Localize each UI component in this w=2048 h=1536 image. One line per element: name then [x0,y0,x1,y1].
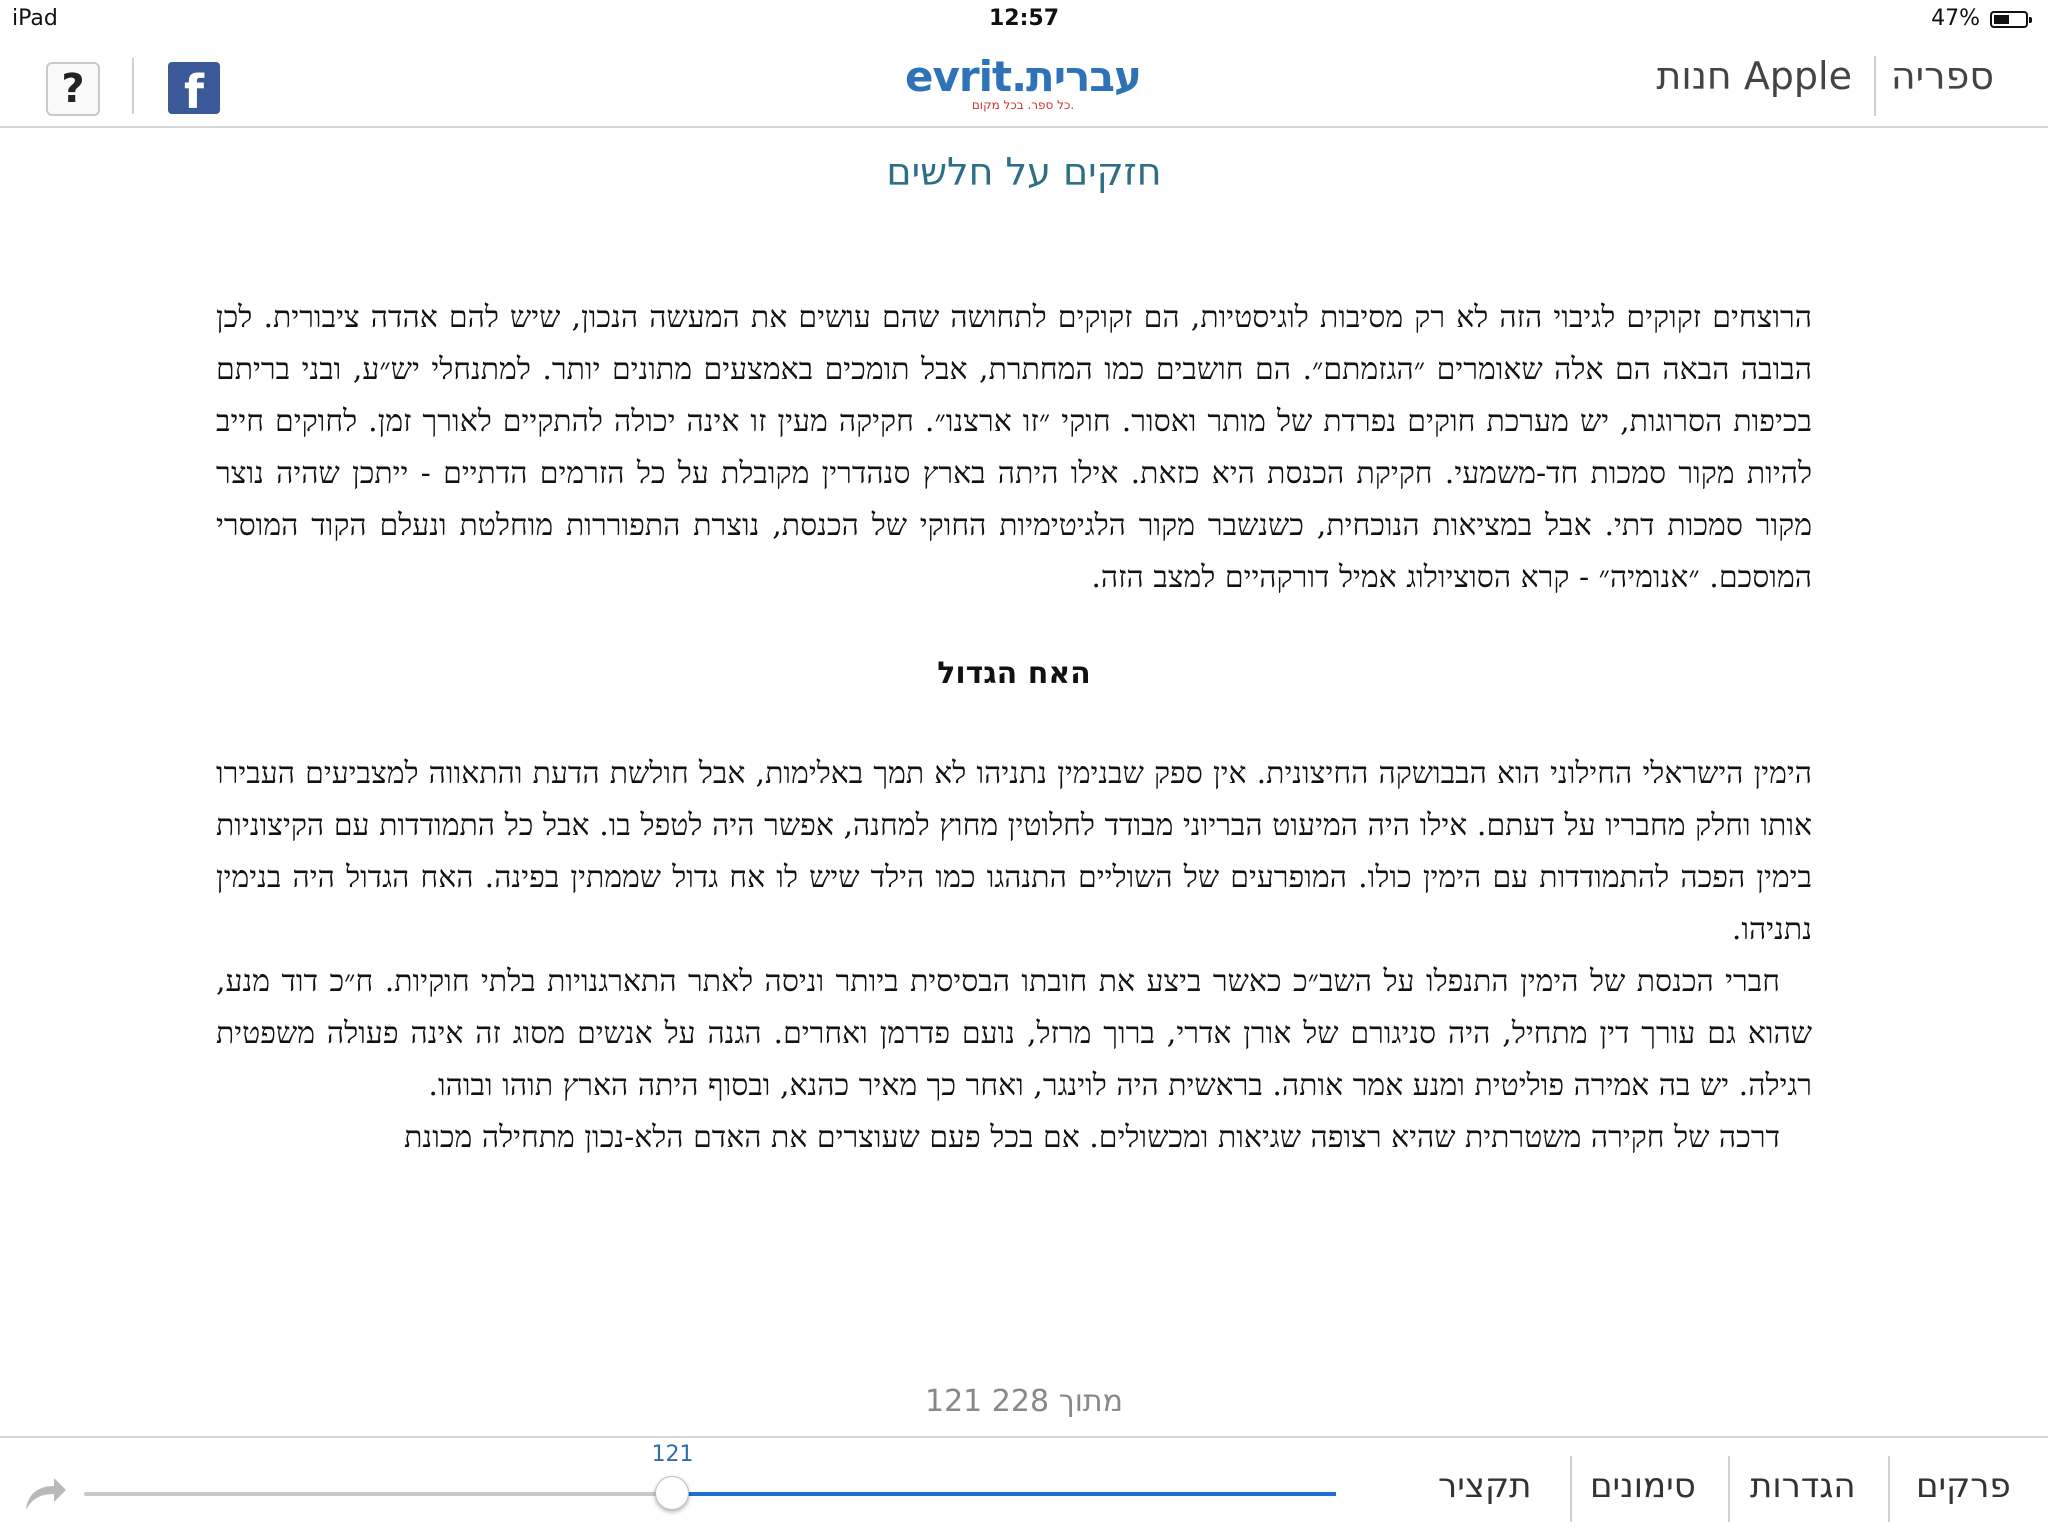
paragraph: דרכה של חקירה משטרתית שהיא רצופה שגיאות ומכשולים. אם בכל פעם שעוצרים את האדם הלא-נכון מתחילה מכונת [404,1120,1780,1155]
top-bar [0,40,2048,128]
chapter-title: חזקים על חלשים [886,150,1162,194]
logo-tagline: כל ספר. בכל מקום. [971,98,1075,112]
bottom-bar [0,1436,2048,1536]
battery-icon [1990,11,2028,28]
settings-button[interactable]: הגדרות [1750,1466,1856,1506]
help-button[interactable]: ? [46,62,100,116]
paragraph: חברי הכנסת של הימין התנפלו על השב״כ כאשר ביצע את חובתו הבסיסית ביותר וניסה לאתר התארגנויות בלתי חוקיות. ח״כ דוד מנע, שהוא גם עורך דין מתחיל, היה סניגורם של אורן אדרי, ברוך מרזל, נועם פדרמן ואחרים. הגנה על אנשים מסוג זה אינה פעולה משפטית רגילה. יש בה אמירה פוליטית ומנע אמר אותה. בראשית היה לוינגר, ואחר כך מאיר כהנא, ובסוף היתה הארץ תוהו ובוהו. [216,964,1812,1103]
clock: 12:57 [988,6,1060,31]
facebook-button[interactable]: f [168,62,220,114]
section-heading: האח הגדול [937,656,1091,691]
battery-percent: 47% [1931,6,1980,31]
page-slider-progress [672,1492,1336,1496]
library-button[interactable]: ספריה [1890,54,1994,98]
status-bar [0,0,2048,40]
summary-button[interactable]: תקציר [1438,1466,1532,1506]
paragraph: הרוצחים זקוקים לגיבוי הזה לא רק מסיבות לוגיסטיות, הם זקוקים לתחושה שהם עושים את המעשה הנכון, שיש להם אהדה ציבורית. לכן הבובה הבאה הם אלה שאומרים ״הגזמתם״. הם חושבים כמו המחתרת, אבל תומכים באמצעים מתונים יותר. למתנחלי יש״ע, ובני בריתם בכיפות הסרוגות, יש מערכת חוקים נפרדת של מותר ואסור. חוקי ״זו ארצנו״. חקיקה מעין זו אינה יכולה להתקיים לאורך זמן. לחוקים חייב להיות מקור סמכות חד-משמעי. חקיקת הכנסת היא כזאת. אילו היתה בארץ סנהדרין מקובלת על כל הזרמים הדתיים - ייתכן שהיה נוצר מקור סמכות דתי. אבל במציאות הנוכחית, כשנשבר מקור הלגיטימיות החוקי של הכנסת, נוצרת התפוררות מוחלטת ונעלם הקוד המוסרי המוסכם. ״אנומיה״ - קרא הסוציולוג אמיל דורקהיים למצב הזה. [216,300,1812,595]
evrit-logo[interactable] [898,54,1148,120]
page-indicator: 121 מתוך 228 [925,1384,1123,1419]
toolbar-divider [1570,1456,1572,1522]
reading-area [216,292,1812,1164]
toolbar-divider [1874,56,1876,116]
device-name: iPad [12,6,58,31]
chapters-button[interactable]: פרקים [1916,1466,2011,1506]
page-slider-thumb[interactable] [655,1476,689,1510]
battery-fill [1994,15,2009,24]
toolbar-divider [1888,1456,1890,1522]
forward-arrow-icon[interactable] [20,1470,70,1516]
toolbar-divider [1728,1456,1730,1522]
logo-wordmark: evrit.עברית [905,52,1141,101]
toolbar-divider [132,58,134,114]
paragraph: הימין הישראלי החילוני הוא הבבושקה החיצונית. אין ספק שבנימין נתניהו לא תמך באלימות, אבל חולשת הדעת והתאווה למצביעים העבירו אותו וחלק מחבריו על דעתם. אילו היה המיעוט הבריוני מבודד לחלוטין מחוץ למחנה, אפשר היה לטפל בו. אבל כל התמודדות עם הקיצוניות בימין הפכה להתמודדות עם הימין כולו. המופרעים של השוליים התנהגו כמו הילד שיש לו אח גדול שממתין בפינה. האח הגדול היה בנימין נתניהו. [216,756,1812,947]
page-slider-value: 121 [651,1442,694,1467]
apple-store-button[interactable]: חנות Apple [1656,54,1852,98]
bookmarks-button[interactable]: סימונים [1590,1466,1696,1506]
